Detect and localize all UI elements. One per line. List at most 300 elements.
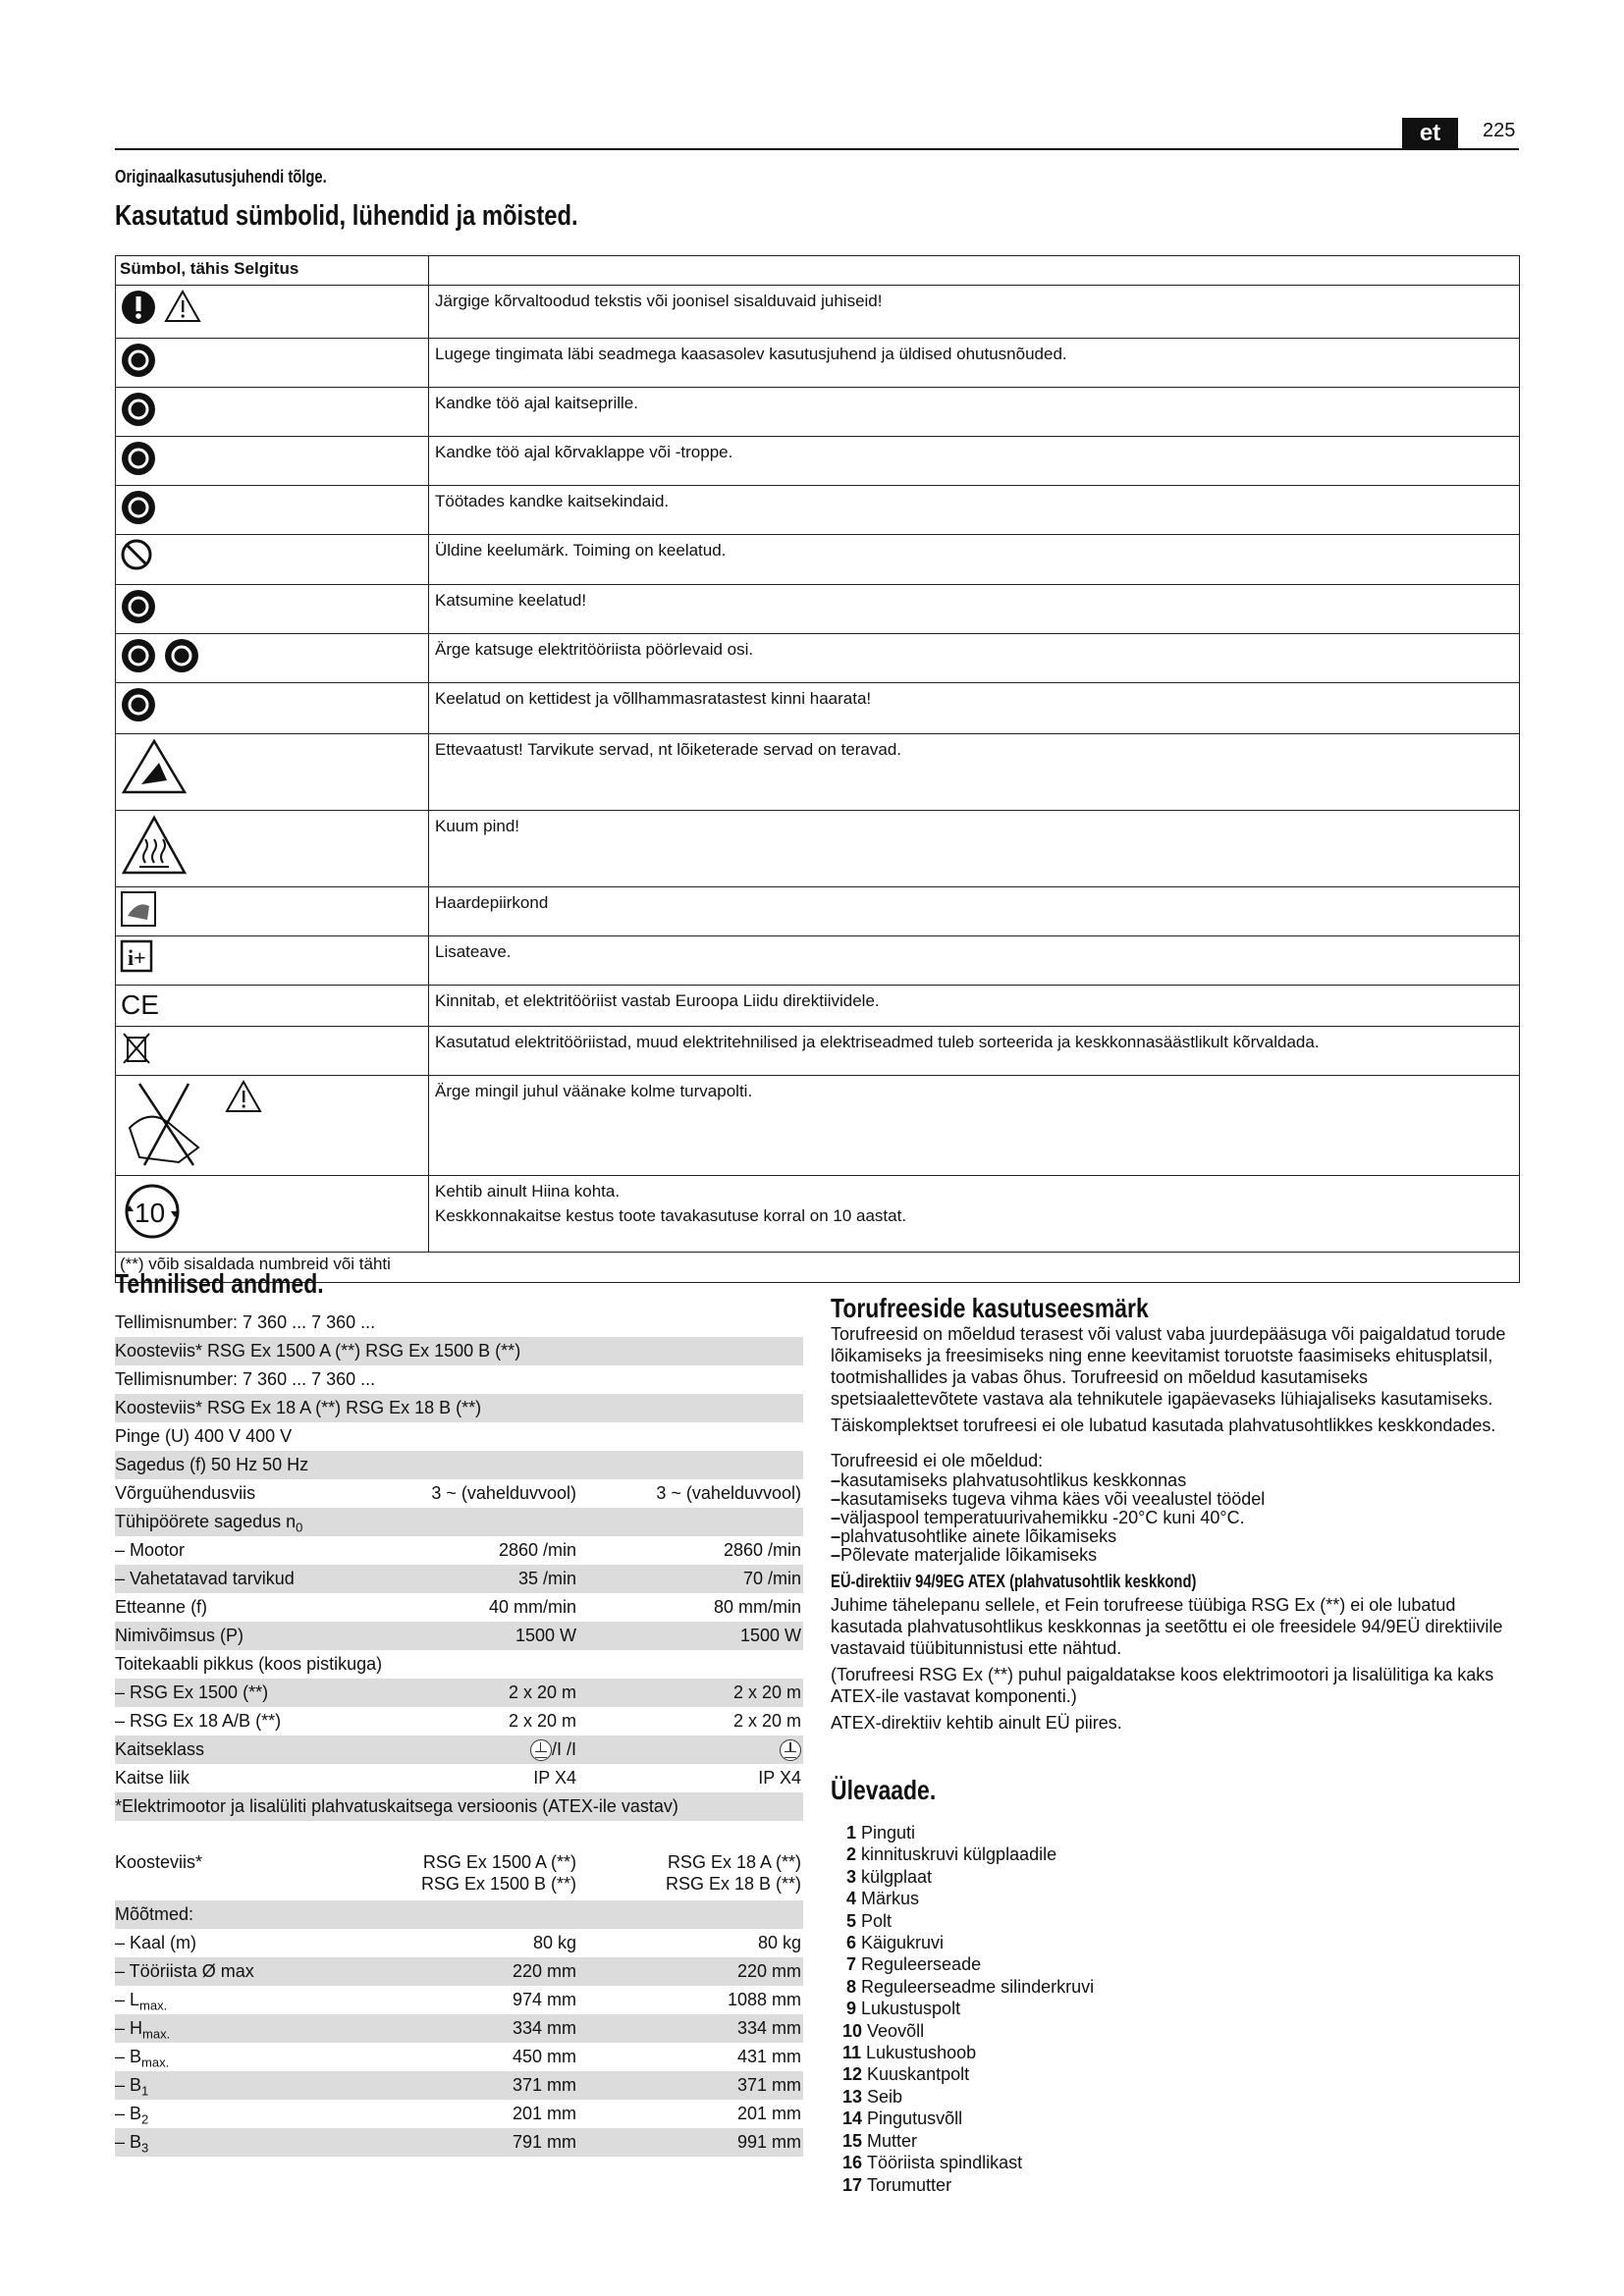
item-number: 16 — [842, 2153, 863, 2173]
symbol-description — [429, 1027, 1520, 1076]
row-label-text: Koosteviis* — [115, 1852, 203, 1872]
item-number: 4 — [845, 1889, 856, 1909]
item-number: 14 — [842, 2109, 863, 2129]
data-row — [115, 1508, 803, 1536]
row-value-text: 2860 /min — [723, 1540, 801, 1560]
data-row — [115, 1679, 803, 1707]
item-label: Kuuskantpolt — [867, 2064, 970, 2085]
symbol-text: Ettevaatust! Tarvikute servad, nt lõiketerade servad on teravad. — [435, 740, 902, 759]
row-label-subscript: max. — [141, 2055, 170, 2070]
row-label-text: – B — [115, 2075, 142, 2095]
mandatory-icon — [120, 289, 157, 331]
symbol-text: Keelatud on kettidest ja võllhammasratastest kinni haarata! — [435, 689, 872, 708]
row-value-col2 — [733, 1707, 801, 1735]
gloves-icon — [120, 489, 157, 531]
row-label-text: – B — [115, 2104, 142, 2123]
data-row — [115, 1957, 803, 1986]
data-row — [115, 1929, 803, 1957]
item-label: külgplaat — [861, 1866, 933, 1887]
row-value-text: 80 kg — [757, 1933, 801, 1952]
row-value-col1 — [515, 1622, 576, 1650]
row-value-text: 431 mm — [736, 2047, 801, 2066]
row-value-text: 991 mm — [736, 2132, 801, 2152]
row-label-text: Koosteviis* RSG Ex 1500 A (**) RSG Ex 1500 B (**) — [115, 1341, 521, 1361]
symbol-cell — [116, 1076, 429, 1176]
symbol-cell — [116, 388, 429, 437]
overview-item — [842, 2174, 1094, 2196]
symbols-footnote-row — [116, 1253, 1520, 1283]
row-label — [115, 1308, 375, 1337]
info-icon — [120, 939, 153, 978]
row-value-text: 334 mm — [736, 2018, 801, 2038]
symbol-description — [429, 634, 1520, 683]
row-value-text: 2 x 20 m — [508, 1682, 576, 1702]
symbol-row — [116, 486, 1520, 535]
symbol-row — [116, 1076, 1520, 1176]
symbol-description — [429, 535, 1520, 585]
ear-protection-icon — [120, 440, 157, 482]
row-label — [115, 1565, 295, 1593]
symbol-cell — [116, 683, 429, 734]
symbol-cell — [116, 1176, 429, 1253]
row-value-col1 — [509, 1679, 576, 1707]
row-label — [115, 1536, 185, 1565]
no-touch-rotating-icon — [120, 637, 157, 679]
symbol-text: Kehtib ainult Hiina kohta. — [435, 1182, 621, 1201]
row-value-col2 — [666, 1851, 801, 1895]
data-row — [115, 1792, 803, 1821]
overview-item — [842, 2086, 1094, 2108]
symbol-text: Töötades kandke kaitsekindaid. — [435, 492, 670, 510]
no-touch-rotating-icon — [163, 637, 200, 679]
row-value-text: 3 ~ (vahelduvvool) — [656, 1483, 801, 1503]
item-label: Seib — [867, 2086, 903, 2107]
row-value-col2 — [740, 1622, 801, 1650]
row-label — [115, 1735, 204, 1764]
row-value-col2 — [724, 1536, 801, 1565]
language-badge: et — [1402, 118, 1458, 149]
symbol-description — [429, 811, 1520, 887]
section-title-tech: Tehnilised andmed. — [115, 1268, 324, 1299]
row-value-text: 791 mm — [512, 2132, 576, 2152]
item-number: 15 — [842, 2130, 863, 2151]
row-label-text: Koosteviis* RSG Ex 18 A (**) RSG Ex 18 B (**) — [115, 1398, 482, 1417]
overview-item — [842, 2130, 1094, 2152]
row-value-col1 — [530, 1735, 576, 1764]
row-label-text: Sagedus (f) 50 Hz 50 Hz — [115, 1455, 309, 1474]
row-label-text: – RSG Ex 18 A/B (**) — [115, 1711, 282, 1731]
row-value-col1 — [533, 1929, 576, 1957]
safety-goggles-icon — [120, 391, 157, 433]
row-label-text: Tühipöörete sagedus n — [115, 1512, 297, 1531]
item-label: Reguleerseade — [861, 1954, 982, 1975]
data-row — [115, 1900, 803, 1929]
data-row — [115, 1650, 803, 1679]
symbol-description — [429, 683, 1520, 734]
symbols-header: Sümbol, tähis Selgitus — [116, 256, 429, 286]
overview-item — [842, 2063, 1094, 2085]
symbol-row — [116, 535, 1520, 585]
sharp-edges-warning-icon — [120, 737, 189, 801]
grip-area-icon — [120, 890, 157, 933]
row-value-col2 — [758, 1764, 801, 1792]
row-label — [115, 1365, 375, 1394]
data-row — [115, 1536, 803, 1565]
overview-item — [842, 1888, 1094, 1909]
symbol-cell — [116, 486, 429, 535]
row-value-col1 — [513, 2128, 576, 2157]
row-value-text: 450 mm — [512, 2047, 576, 2066]
item-label: Pinguti — [861, 1823, 916, 1842]
data-row — [115, 2043, 803, 2071]
row-value-text: IP X4 — [533, 1768, 576, 1788]
svg-text:i+: i+ — [128, 945, 146, 970]
list-item: – Põlevate materjalide lõikamiseks — [831, 1546, 1518, 1565]
row-value-text: RSG Ex 18 A (**) RSG Ex 18 B (**) — [665, 1852, 801, 1894]
row-value-col2 — [780, 1735, 801, 1764]
item-label: Veovõll — [867, 2020, 925, 2041]
item-label: Tööriista spindlikast — [867, 2153, 1023, 2173]
row-label-text: Nimivõimsus (P) — [115, 1626, 244, 1645]
symbol-cell — [116, 339, 429, 388]
row-value-text: 1500 W — [514, 1626, 576, 1645]
row-label-text: Mõõtmed: — [115, 1904, 194, 1924]
data-row — [115, 1845, 803, 1900]
symbol-text: Lisateave. — [435, 942, 512, 961]
row-value-col1 — [513, 1957, 576, 1986]
row-label-text: Tellimisnumber: 7 360 ... 7 360 ... — [115, 1369, 376, 1389]
row-value-col2 — [733, 1679, 801, 1707]
row-value-text: 371 mm — [512, 2075, 576, 2095]
data-row — [115, 1764, 803, 1792]
protective-earth-icon — [530, 1739, 552, 1761]
row-value-text: 35 /min — [517, 1569, 576, 1588]
item-number: 10 — [842, 2020, 863, 2041]
symbol-cell — [116, 734, 429, 811]
row-value-col1 — [513, 1986, 576, 2014]
row-label-text: Toitekaabli pikkus (koos pistikuga) — [115, 1654, 383, 1674]
symbol-description — [429, 887, 1520, 936]
symbol-text: Ärge mingil juhul väänake kolme turvapolti. — [435, 1082, 753, 1100]
row-label — [115, 1707, 281, 1735]
row-value-col2 — [737, 2100, 801, 2128]
symbol-row — [116, 734, 1520, 811]
weee-bin-icon — [120, 1030, 153, 1072]
item-label: Polt — [861, 1910, 893, 1931]
data-row — [115, 1422, 803, 1451]
item-number: 8 — [845, 1976, 856, 1997]
item-number: 1 — [845, 1823, 856, 1842]
overview-item — [842, 2020, 1094, 2042]
symbol-row — [116, 286, 1520, 339]
row-label-subscript: max. — [139, 1998, 168, 2013]
symbol-text: Kuum pind! — [435, 817, 519, 835]
row-label-subscript: 3 — [141, 2140, 149, 2156]
row-value-col2 — [758, 1929, 801, 1957]
symbol-description — [429, 486, 1520, 535]
symbol-text: Katsumine keelatud! — [435, 591, 587, 610]
section-title-purpose: Torufreeside kasutuseesmärk — [831, 1293, 1149, 1323]
data-row — [115, 1451, 803, 1479]
symbol-description — [429, 1076, 1520, 1176]
row-value-text: 3 ~ (vahelduvvool) — [431, 1483, 576, 1503]
data-row — [115, 1735, 803, 1764]
symbol-cell — [116, 634, 429, 683]
row-label — [115, 1957, 254, 1986]
symbols-table — [115, 255, 1520, 1283]
data-row — [115, 2128, 803, 2157]
protective-earth-icon — [780, 1739, 801, 1761]
item-label: Mutter — [867, 2130, 918, 2151]
row-label-text: Etteanne (f) — [115, 1597, 208, 1617]
row-label-text: – Vahetatavad tarvikud — [115, 1569, 295, 1588]
row-label-text: Kaitseklass — [115, 1739, 205, 1759]
symbol-description — [429, 339, 1520, 388]
list-item: – väljaspool temperatuurivahemikku -20°C kuni 40°C. — [831, 1509, 1518, 1527]
overview-item — [842, 2042, 1094, 2063]
row-value-col1 — [513, 2014, 576, 2043]
overview-item — [842, 2108, 1094, 2129]
symbol-text: Kandke töö ajal kõrvaklappe või -troppe. — [435, 443, 733, 461]
symbol-cell — [116, 535, 429, 585]
item-number: 2 — [845, 1844, 856, 1865]
symbol-description — [429, 437, 1520, 486]
row-label — [115, 1650, 382, 1679]
row-label-text: Võrguühendusviis — [115, 1483, 256, 1503]
atex-paragraph: (Torufreesi RSG Ex (**) puhul paigaldatakse koos elektrimootori ja lisalülitiga ka kaks ATEX-ile vastavat komponenti.) — [831, 1665, 1494, 1706]
china-10-years-icon — [120, 1179, 185, 1249]
row-value-text: 371 mm — [736, 2075, 801, 2095]
row-label-subscript: 1 — [141, 2083, 149, 2099]
row-value-text: 974 mm — [512, 1990, 576, 2009]
item-number: 13 — [842, 2086, 863, 2107]
row-label-subscript: 0 — [296, 1520, 303, 1535]
item-number: 9 — [845, 1999, 856, 2019]
symbol-row — [116, 811, 1520, 887]
prohibition-icon — [120, 538, 153, 576]
row-value-col2 — [737, 2014, 801, 2043]
item-label: Märkus — [861, 1889, 920, 1909]
item-number: 5 — [845, 1910, 856, 1931]
row-value-text: 40 mm/min — [488, 1597, 576, 1617]
overview-item — [842, 1932, 1094, 1953]
row-value-col1 — [431, 1479, 576, 1508]
overview-item — [842, 2152, 1094, 2173]
row-label-text: – B — [115, 2047, 142, 2066]
symbol-text: Järgige kõrvaltoodud tekstis või joonisel sisalduvaid juhiseid! — [435, 292, 883, 310]
symbol-cell — [116, 437, 429, 486]
item-label: Reguleerseadme silinderkruvi — [861, 1976, 1095, 1997]
row-value-text: /I /I — [551, 1739, 576, 1759]
symbol-text: Kasutatud elektritööriistad, muud elektritehnilised ja elektriseadmed tuleb sorteerida ja keskkonnasäästlikult kõrvaldada. — [435, 1033, 1320, 1051]
row-value-text: 2 x 20 m — [508, 1711, 576, 1731]
row-value-col1 — [509, 1707, 576, 1735]
list-item: – plahvatusohtlike ainete lõikamiseks — [831, 1527, 1518, 1546]
row-value-col1 — [489, 1593, 576, 1622]
symbol-description — [429, 286, 1520, 339]
symbol-text: Lugege tingimata läbi seadmega kaasasolev kasutusjuhend ja üldised ohutusnõuded. — [435, 345, 1067, 363]
row-label-text: – Tööriista Ø max — [115, 1961, 254, 1981]
row-label — [115, 1929, 196, 1957]
row-value-col1 — [421, 1851, 576, 1895]
row-label — [115, 1479, 255, 1508]
item-number: 11 — [842, 2043, 862, 2063]
symbol-description — [429, 585, 1520, 634]
symbol-text: Keskkonnakaitse kestus toote tavakasutuse korral on 10 aastat. — [435, 1206, 907, 1225]
svg-text:10: 10 — [135, 1198, 166, 1228]
row-label-text: – H — [115, 2018, 143, 2038]
item-number: 12 — [842, 2064, 863, 2085]
row-value-text: 2 x 20 m — [732, 1711, 801, 1731]
symbol-description — [429, 986, 1520, 1027]
symbol-row — [116, 339, 1520, 388]
svg-text:CE: CE — [121, 989, 159, 1018]
purpose-paragraph: Täiskomplektset torufreesi ei ole lubatud kasutada plahvatusohtlikkes keskkondades. — [831, 1415, 1496, 1435]
row-value-col2 — [737, 1957, 801, 1986]
row-value-col1 — [513, 2071, 576, 2100]
symbol-cell — [116, 585, 429, 634]
not-intended-list — [831, 1471, 1518, 1565]
symbol-row — [116, 936, 1520, 986]
header-rule — [115, 148, 1519, 150]
symbols-footnote: (**) võib sisaldada numbreid või tähti — [116, 1253, 1520, 1283]
row-value-text: 80 mm/min — [713, 1597, 801, 1617]
row-label — [115, 1764, 189, 1792]
symbol-row — [116, 887, 1520, 936]
row-value-col2 — [737, 2071, 801, 2100]
row-label-text: *Elektrimootor ja lisalüliti plahvatuskaitsega versioonis (ATEX-ile vastav) — [115, 1796, 678, 1816]
row-value-text: RSG Ex 1500 A (**) RSG Ex 1500 B (**) — [420, 1852, 576, 1894]
row-label-text: – Mootor — [115, 1540, 186, 1560]
symbol-row — [116, 1027, 1520, 1076]
row-label — [115, 1792, 678, 1821]
row-label — [115, 1422, 292, 1451]
row-label — [115, 2128, 148, 2163]
row-value-text: 1088 mm — [727, 1990, 801, 2009]
symbol-row — [116, 388, 1520, 437]
data-row — [115, 1565, 803, 1593]
overview-item — [842, 1910, 1094, 1932]
atex-heading: EÜ-direktiiv 94/9EG ATEX (plahvatusohtlik keskkond) — [831, 1572, 1197, 1591]
symbol-row — [116, 634, 1520, 683]
row-value-text: 1500 W — [739, 1626, 801, 1645]
no-chains-icon — [120, 686, 157, 728]
row-value-col2 — [714, 1593, 801, 1622]
row-value-text: 2860 /min — [498, 1540, 576, 1560]
read-manual-icon — [120, 342, 157, 384]
warning-triangle-icon — [163, 289, 202, 329]
symbol-cell — [116, 286, 429, 339]
row-value-col1 — [518, 1565, 576, 1593]
row-value-col2 — [737, 2128, 801, 2157]
data-row — [115, 1337, 803, 1365]
row-value-col2 — [743, 1565, 801, 1593]
symbol-text: Ärge katsuge elektritööriista pöörlevaid osi. — [435, 640, 754, 659]
document-subtitle: Originaalkasutusjuhendi tõlge. — [115, 167, 327, 187]
purpose-paragraph: Torufreesid ei ole mõeldud: — [831, 1451, 1044, 1470]
overview-item — [842, 1843, 1094, 1865]
row-label — [115, 1679, 268, 1707]
row-label-text: – Kaal (m) — [115, 1933, 197, 1952]
atex-paragraph: ATEX-direktiiv kehtib ainult EÜ piires. — [831, 1713, 1122, 1733]
row-value-text: IP X4 — [758, 1768, 801, 1788]
row-value-text: 201 mm — [736, 2104, 801, 2123]
data-row — [115, 1707, 803, 1735]
row-value-col1 — [513, 2100, 576, 2128]
overview-list — [842, 1822, 1094, 2196]
row-value-col1 — [499, 1536, 576, 1565]
symbol-text: Kinnitab, et elektritööriist vastab Euroopa Liidu direktiividele. — [435, 991, 880, 1010]
row-value-text: 2 x 20 m — [732, 1682, 801, 1702]
symbol-description — [429, 1176, 1520, 1253]
row-label — [115, 1593, 207, 1622]
symbol-text: Üldine keelumärk. Toiming on keelatud. — [435, 541, 727, 560]
row-label-text: Tellimisnumber: 7 360 ... 7 360 ... — [115, 1312, 376, 1332]
symbol-description — [429, 734, 1520, 811]
row-value-col1 — [533, 1764, 576, 1792]
row-label-text: Kaitse liik — [115, 1768, 190, 1788]
symbol-description — [429, 388, 1520, 437]
row-label — [115, 1622, 244, 1650]
row-value-text: 334 mm — [512, 2018, 576, 2038]
hot-surface-warning-icon — [120, 814, 189, 883]
row-label — [115, 1451, 308, 1479]
purpose-paragraph: Torufreesid on mõeldud terasest või valust vaba juurdepääsuga või paigaldatud torude lõikamiseks ja freesimiseks ning enne keevitamist toruotste faasimiseks ehitusplatsil, tootmishallides ja vabas õhus. Torufreesid on mõeldud kasutamiseks spetsiaalettevõtete vastava ala tehnikutele igapäevaseks lühiajaliseks kasutamiseks. — [831, 1324, 1506, 1409]
data-row — [115, 1394, 803, 1422]
dimensions-table — [115, 1845, 803, 2157]
symbol-cell — [116, 887, 429, 936]
data-row — [115, 2014, 803, 2043]
data-row — [115, 2071, 803, 2100]
row-label-text: Pinge (U) 400 V 400 V — [115, 1426, 293, 1446]
data-row — [115, 1593, 803, 1622]
row-label-text: – L — [115, 1990, 140, 2009]
row-value-text: 201 mm — [512, 2104, 576, 2123]
row-label-subscript: max. — [142, 2026, 171, 2042]
symbol-row — [116, 986, 1520, 1027]
symbol-description — [429, 936, 1520, 986]
item-number: 17 — [842, 2174, 863, 2195]
row-value-col2 — [656, 1479, 801, 1508]
data-row — [115, 1365, 803, 1394]
overview-item — [842, 1953, 1094, 1975]
ce-mark-icon — [120, 988, 159, 1023]
row-label — [115, 1900, 193, 1929]
item-label: Käigukruvi — [861, 1933, 945, 1953]
row-label-text: – B — [115, 2132, 142, 2152]
overview-item — [842, 1866, 1094, 1888]
no-touch-icon — [120, 588, 157, 630]
symbol-cell — [116, 936, 429, 986]
overview-item — [842, 1822, 1094, 1843]
row-value-col1 — [513, 2043, 576, 2071]
item-label: Torumutter — [867, 2174, 952, 2195]
tech-data-table — [115, 1308, 803, 1821]
data-row — [115, 1308, 803, 1337]
list-item: – kasutamiseks plahvatusohtlikus keskkonnas — [831, 1471, 1518, 1490]
no-twist-bolts-icon — [120, 1079, 218, 1172]
row-value-col2 — [728, 1986, 801, 2014]
symbol-text: Kandke töö ajal kaitseprille. — [435, 394, 638, 412]
symbol-cell — [116, 986, 429, 1027]
item-label: Lukustushoob — [866, 2043, 977, 2063]
row-label-subscript: 2 — [141, 2111, 149, 2127]
data-row — [115, 1986, 803, 2014]
list-item: – kasutamiseks tugeva vihma käes või veealustel töödel — [831, 1490, 1518, 1509]
item-number: 6 — [845, 1933, 856, 1953]
row-value-text: 70 /min — [742, 1569, 801, 1588]
section-title-symbols: Kasutatud sümbolid, lühendid ja mõisted. — [115, 200, 578, 232]
